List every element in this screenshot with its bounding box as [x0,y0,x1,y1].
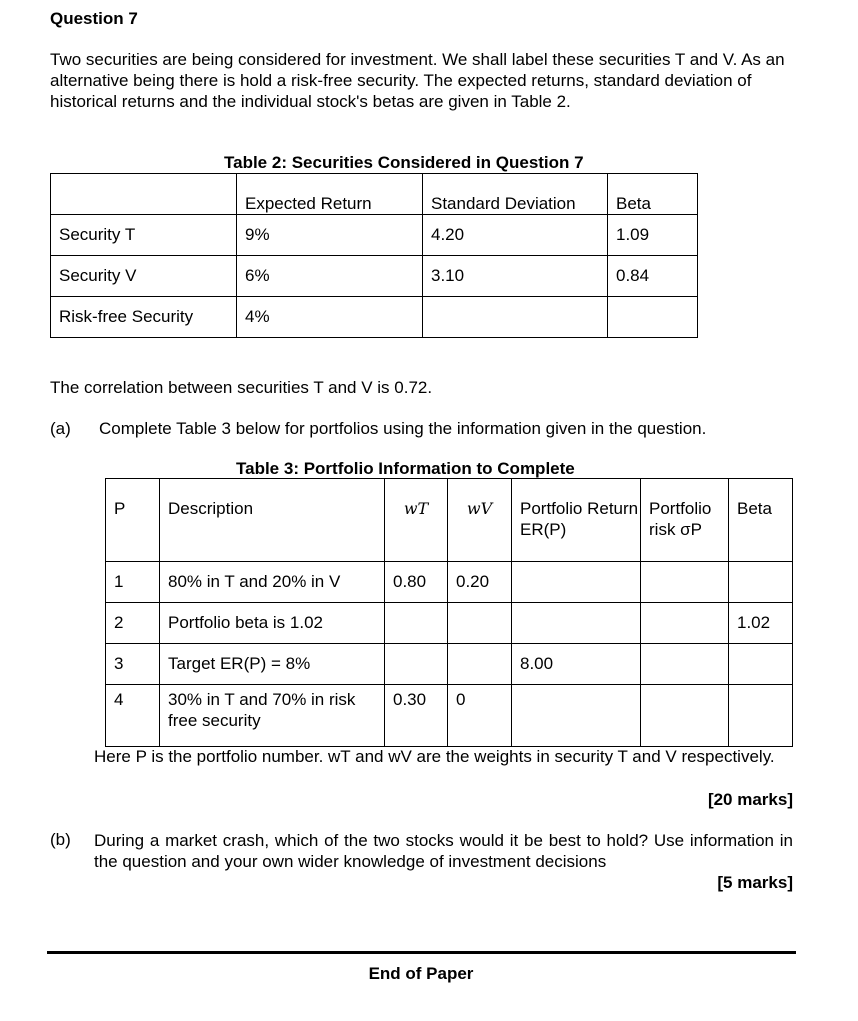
table-header-cell: Description [160,479,385,562]
table-header-cell [51,174,237,215]
table-cell: 1.02 [729,603,793,644]
portfolio-table [105,478,793,747]
table-cell [512,685,641,747]
correlation-text: The correlation between securities T and V is 0.72. [50,378,433,397]
question-intro: Two securities are being considered for investment. We shall label these securities T and V. As an alternative being there is hold a risk-free security. The expected returns, standard deviation of historical returns and the individual stock's betas are given in Table 2. [50,50,785,111]
table-row [106,644,793,685]
table-cell: 1.09 [608,215,698,256]
table-cell: 0 [448,685,512,747]
table2-caption: Table 2: Securities Considered in Question 7 [224,153,584,172]
table-cell: 0.80 [385,562,448,603]
table-cell: 30% in T and 70% in risk free security [160,685,385,747]
table-row [106,562,793,603]
part-b-text: During a market crash, which of the two stocks would it be best to hold? Use information in the question and your own wider knowledge of investment decisions [94,831,793,871]
table-row [106,685,793,747]
table-cell [423,297,608,338]
note-text: Here P is the portfolio number. wT and wV are the weights in security T and V respectively. [94,747,775,766]
table-cell [641,603,729,644]
table-cell: Portfolio beta is 1.02 [160,603,385,644]
table-cell [729,562,793,603]
table-cell [448,603,512,644]
table-cell [729,685,793,747]
table-cell [729,644,793,685]
table-header-cell: Portfolio risk σP [641,479,729,562]
table-cell: 4 [106,685,160,747]
table-cell: Risk-free Security [51,297,237,338]
table-row [51,297,698,338]
table-header-row [51,174,698,215]
table-cell [385,644,448,685]
table-header-cell: Portfolio Return ER(P) [512,479,641,562]
weight-t-label: wT [403,499,429,518]
part-a-label: (a) [50,419,71,438]
table-cell [641,685,729,747]
table-cell: 3 [106,644,160,685]
table-row [51,256,698,297]
weight-v-label: wV [466,499,493,518]
table3-caption: Table 3: Portfolio Information to Complete [236,459,575,478]
securities-table [50,173,698,338]
part-a-text: Complete Table 3 below for portfolios using the information given in the question. [99,419,707,438]
table-cell [641,644,729,685]
table-cell: 2 [106,603,160,644]
table-header-cell: Beta [608,174,698,215]
footer-rule [47,951,796,954]
table-cell [385,603,448,644]
marks-a: [20 marks] [707,790,793,809]
table-cell: 4% [237,297,423,338]
table-cell [512,603,641,644]
table-cell: 9% [237,215,423,256]
end-of-paper: End of Paper [368,964,474,983]
table-cell [641,562,729,603]
table-cell [448,644,512,685]
table-cell: 6% [237,256,423,297]
table-header-row [106,479,793,562]
question-heading: Question 7 [50,9,138,28]
table-header-cell: P [106,479,160,562]
table-header-cell [385,479,448,562]
table-header-cell: Expected Return [237,174,423,215]
table-header-cell [448,479,512,562]
table-cell: 0.84 [608,256,698,297]
table-cell: 0.20 [448,562,512,603]
table-header-cell: Beta [729,479,793,562]
table-cell: 80% in T and 20% in V [160,562,385,603]
part-b-label: (b) [50,830,71,849]
table-cell: Security T [51,215,237,256]
table-header-cell: Standard Deviation [423,174,608,215]
marks-b: [5 marks] [717,873,793,892]
table-cell: 3.10 [423,256,608,297]
table-cell: 1 [106,562,160,603]
table-cell [512,562,641,603]
table-row [51,215,698,256]
table-cell: 0.30 [385,685,448,747]
table-cell: 8.00 [512,644,641,685]
table-cell: Target ER(P) = 8% [160,644,385,685]
table-cell [608,297,698,338]
table-cell: 4.20 [423,215,608,256]
table-row [106,603,793,644]
table-cell: Security V [51,256,237,297]
